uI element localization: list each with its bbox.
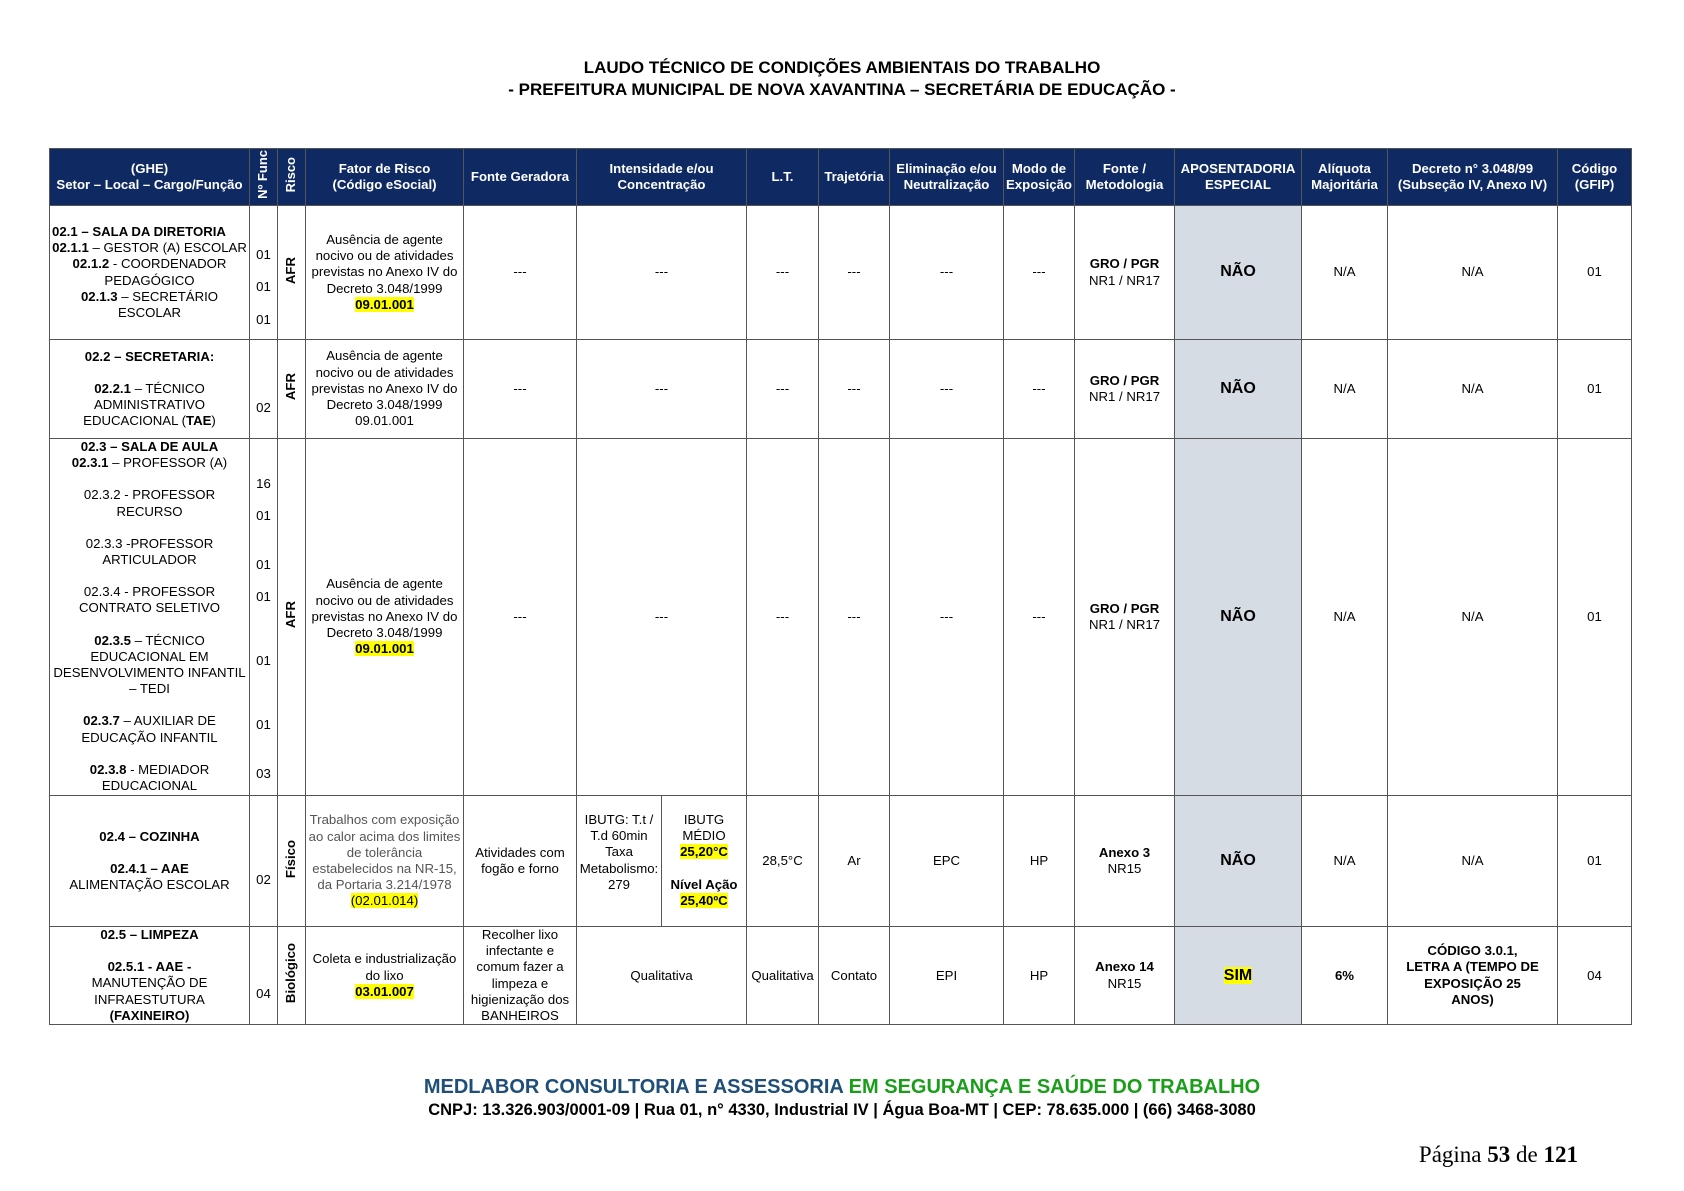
ibutg-left-cell: IBUTG: T.t / T.d 60min Taxa Metabolismo: 279 [577, 796, 662, 927]
fator-cell: Coleta e industrialização do lixo 03.01.007 [306, 927, 464, 1025]
decreto-cell: N/A [1388, 340, 1558, 439]
decreto-cell: N/A [1388, 796, 1558, 927]
intensidade-cell: --- [577, 206, 747, 340]
fator-cell: Ausência de agente nocivo ou de atividades previstas no Anexo IV do Decreto 3.048/1999 09.01.001 [306, 206, 464, 340]
nfunc-cell: 02 [250, 796, 278, 927]
page-number: Página 53 de 121 [1418, 1142, 1578, 1167]
fonte-cell: GRO / PGR NR1 / NR17 [1075, 439, 1175, 796]
setor-cell: 02.1 – SALA DA DIRETORIA 02.1.1 – GESTOR (A) ESCOLAR 02.1.2 - COORDENADOR PEDAGÓGICO 02.1.3 – SECRETÁRIO ESCOLAR [50, 206, 250, 340]
modo-cell: HP [1004, 927, 1075, 1025]
nfunc-cell: 01 01 01 [250, 206, 278, 340]
eliminacao-cell: EPI [890, 927, 1004, 1025]
col-trajetoria: Trajetória [819, 149, 890, 206]
col-modo: Modo de Exposição [1004, 149, 1075, 206]
fonte-cell: Anexo 14 NR15 [1075, 927, 1175, 1025]
decreto-cell: CÓDIGO 3.0.1, LETRA A (TEMPO DE EXPOSIÇÃO 25 ANOS) [1388, 927, 1558, 1025]
setor-cell: 02.3 – SALA DE AULA 02.3.1 – PROFESSOR (A) 02.3.2 - PROFESSOR RECURSO 02.3.3 -PROFESSOR ARTICULADOR 02.3.4 - PROFESSOR CONTRATO SELETIVO 02.3.5 – TÉCNICO EDUCACIONAL EM DESENVOLVIMENTO INFANTIL – TEDI 02.3.7 – AUXILIAR DE EDUCAÇÃO INFANTIL 02.3.8 - MEDIADOR EDUCACIONAL [50, 439, 250, 796]
gfip-cell: 01 [1558, 206, 1632, 340]
risco-cell: Biológico [278, 927, 306, 1025]
lt-cell: Qualitativa [747, 927, 819, 1025]
table-row [50, 439, 1632, 796]
fonte-geradora-cell: Atividades com fogão e forno [464, 796, 577, 927]
risco-cell: AFR [278, 206, 306, 340]
risco-cell: AFR [278, 340, 306, 439]
gfip-cell: 01 [1558, 340, 1632, 439]
trajetoria-cell: Ar [819, 796, 890, 927]
col-codigo: Código (GFIP) [1558, 149, 1632, 206]
aposentadoria-cell: NÃO [1175, 340, 1302, 439]
table-row [50, 340, 1632, 439]
nfunc-cell: 04 [250, 927, 278, 1025]
aliquota-cell: N/A [1302, 340, 1388, 439]
table-row [50, 206, 1632, 340]
gfip-cell: 01 [1558, 796, 1632, 927]
eliminacao-cell: --- [890, 206, 1004, 340]
trajetoria-cell: Contato [819, 927, 890, 1025]
setor-cell: 02.2 – SECRETARIA: 02.2.1 – TÉCNICO ADMINISTRATIVO EDUCACIONAL (TAE) [50, 340, 250, 439]
fator-cell: Ausência de agente nocivo ou de atividades previstas no Anexo IV do Decreto 3.048/1999 09.01.001 [306, 439, 464, 796]
company-name: MEDLABOR CONSULTORIA E ASSESSORIA EM SEGURANÇA E SAÚDE DO TRABALHO [423, 1076, 1261, 1098]
col-fonte-geradora: Fonte Geradora [464, 149, 577, 206]
col-risco: Risco [278, 149, 306, 206]
risco-cell: AFR [278, 439, 306, 796]
document-title: LAUDO TÉCNICO DE CONDIÇÕES AMBIENTAIS DO TRABALHO [583, 58, 1101, 77]
modo-cell: --- [1004, 340, 1075, 439]
fator-cell: Ausência de agente nocivo ou de atividades previstas no Anexo IV do Decreto 3.048/1999 09.01.001 [306, 340, 464, 439]
trajetoria-cell: --- [819, 439, 890, 796]
trajetoria-cell: --- [819, 206, 890, 340]
col-eliminacao: Eliminação e/ou Neutralização [890, 149, 1004, 206]
nfunc-cell: 02 [250, 340, 278, 439]
fonte-cell: GRO / PGR NR1 / NR17 [1075, 206, 1175, 340]
aposentadoria-cell: NÃO [1175, 439, 1302, 796]
col-aliquota: Alíquota Majoritária [1302, 149, 1388, 206]
lt-cell: --- [747, 340, 819, 439]
col-intensidade: Intensidade e/ou Concentração [577, 149, 747, 206]
table-header-row [50, 149, 1632, 206]
eliminacao-cell: --- [890, 439, 1004, 796]
nfunc-cell: 16 01 01 01 01 01 03 [250, 439, 278, 796]
table-row [50, 796, 1632, 927]
aposentadoria-cell: NÃO [1175, 796, 1302, 927]
risk-table [49, 148, 1632, 1025]
fonte-geradora-cell: --- [464, 340, 577, 439]
table-row [50, 927, 1632, 1025]
risco-cell: Físico [278, 796, 306, 927]
col-ghe: (GHE) Setor – Local – Cargo/Função [50, 149, 250, 206]
aliquota-cell: N/A [1302, 439, 1388, 796]
fonte-geradora-cell: --- [464, 206, 577, 340]
decreto-cell: N/A [1388, 439, 1558, 796]
intensidade-cell: --- [577, 439, 747, 796]
fator-cell: Trabalhos com exposição ao calor acima dos limites de tolerância estabelecidos na NR-15, da Portaria 3.214/1978 (02.01.014) [306, 796, 464, 927]
ibutg-right-cell: IBUTG MÉDIO 25,20°C Nível Ação 25,40ºC [662, 796, 747, 927]
fonte-cell: Anexo 3 NR15 [1075, 796, 1175, 927]
fonte-geradora-cell: --- [464, 439, 577, 796]
modo-cell: HP [1004, 796, 1075, 927]
lt-cell: --- [747, 439, 819, 796]
eliminacao-cell: EPC [890, 796, 1004, 927]
document-subtitle: - PREFEITURA MUNICIPAL DE NOVA XAVANTINA – SECRETÁRIA DE EDUCAÇÃO - [508, 80, 1176, 99]
eliminacao-cell: --- [890, 340, 1004, 439]
col-aposentadoria: APOSENTADORIA ESPECIAL [1175, 149, 1302, 206]
aposentadoria-cell: NÃO [1175, 206, 1302, 340]
decreto-cell: N/A [1388, 206, 1558, 340]
aposentadoria-cell: SIM [1175, 927, 1302, 1025]
fonte-cell: GRO / PGR NR1 / NR17 [1075, 340, 1175, 439]
aliquota-cell: N/A [1302, 796, 1388, 927]
modo-cell: --- [1004, 206, 1075, 340]
col-decreto: Decreto n° 3.048/99 (Subseção IV, Anexo IV) [1388, 149, 1558, 206]
aliquota-cell: 6% [1302, 927, 1388, 1025]
modo-cell: --- [1004, 439, 1075, 796]
gfip-cell: 01 [1558, 439, 1632, 796]
trajetoria-cell: --- [819, 340, 890, 439]
setor-cell: 02.5 – LIMPEZA 02.5.1 - AAE - MANUTENÇÃO DE INFRAESTUTURA (FAXINEIRO) [50, 927, 250, 1025]
col-nfunc: Nº Func [250, 149, 278, 206]
col-fator: Fator de Risco (Código eSocial) [306, 149, 464, 206]
col-lt: L.T. [747, 149, 819, 206]
company-address: CNPJ: 13.326.903/0001-09 | Rua 01, n° 4330, Industrial IV | Água Boa-MT | CEP: 78.635.000 | (66) 3468-3080 [428, 1101, 1256, 1119]
col-fonte: Fonte / Metodologia [1075, 149, 1175, 206]
fonte-geradora-cell: Recolher lixo infectante e comum fazer a limpeza e higienização dos BANHEIROS [464, 927, 577, 1025]
lt-cell: 28,5°C [747, 796, 819, 927]
setor-cell: 02.4 – COZINHA 02.4.1 – AAE ALIMENTAÇÃO ESCOLAR [50, 796, 250, 927]
intensidade-cell: --- [577, 340, 747, 439]
lt-cell: --- [747, 206, 819, 340]
gfip-cell: 04 [1558, 927, 1632, 1025]
aliquota-cell: N/A [1302, 206, 1388, 340]
intensidade-cell: Qualitativa [577, 927, 747, 1025]
